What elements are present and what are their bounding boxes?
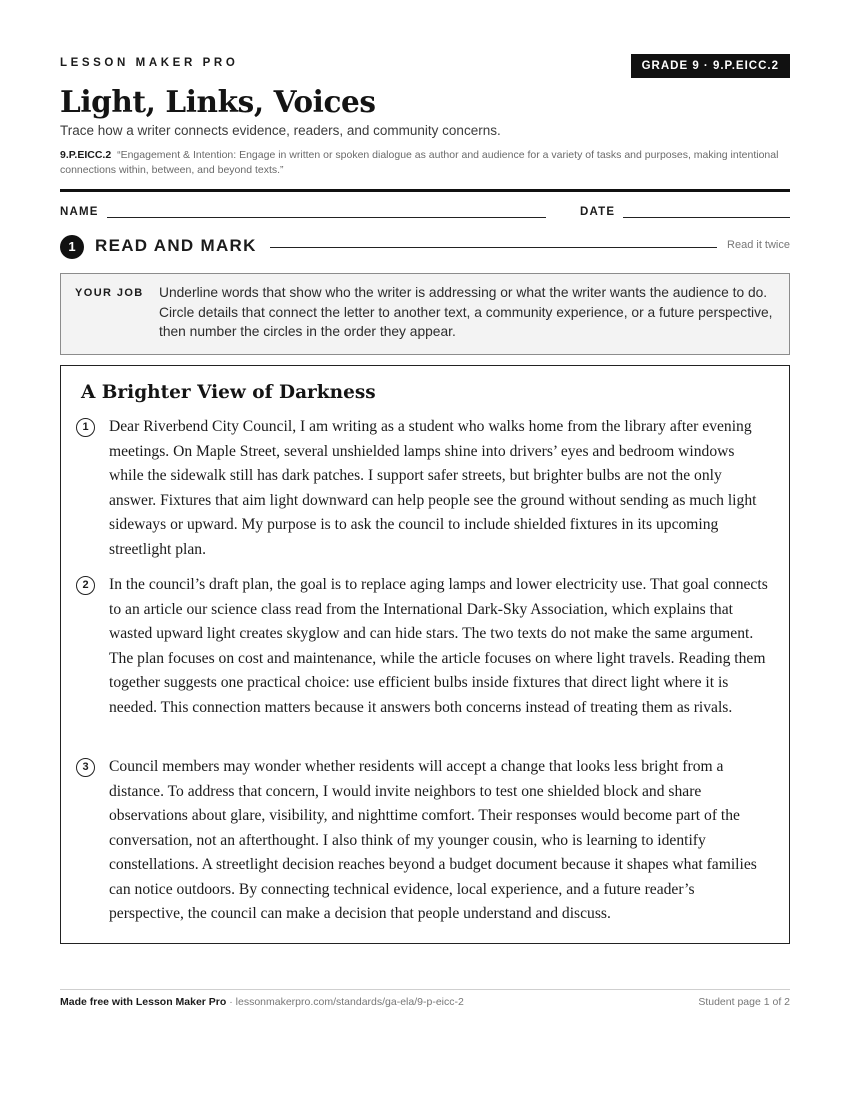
name-line [107,217,546,218]
job-box [60,273,790,355]
paragraph-number: 1 [76,418,95,437]
date-label: DATE [580,206,616,218]
footer-credit [60,996,464,1008]
header-divider [60,189,790,192]
page-indicator: Student page 1 of 2 [698,996,790,1008]
grade-badge: GRADE 9 · 9.P.EICC.2 [631,54,790,78]
paragraph: In the council’s draft plan, the goal is to replace aging lamps and lower electricity use. That goal connects to an article our science class read from the International Dark-Sky Association, which explains that wasted upward light creates skyglow and can hide stars. The two texts do not make the same argument. The plan focuses on cost and maintenance, while the article focuses on where light travels. Reading them together suggests one practical choice: use efficient bulbs inside fixtures that direct light where it is needed. This connection matters because it answers both concerns instead of treating them as rivals. [109,576,768,716]
page-title: Light, Links, Voices [60,84,376,119]
name-label: NAME [60,206,99,218]
date-line [623,217,790,218]
page-subtitle: Trace how a writer connects evidence, readers, and community concerns. [60,123,501,138]
paragraph: Dear Riverbend City Council, I am writing as a student who walks home from the library after evening meetings. On Maple Street, several unshielded lamps shine into drivers’ eyes and bedroom windows while the sidewalk still has dark patches. I support safer streets, but brighter bulbs are not the only answer. Fixtures that aim light downward can help people see the ground without sending as much light sideways or upward. My purpose is to ask the council to include shielded fixtures in its upcoming streetlight plan. [109,418,757,558]
section-number-badge: 1 [60,235,84,259]
job-instructions: Underline words that show who the writer is addressing or what the writer wants the audience to do. Circle details that connect the letter to another text, a community experience, or a future perspective, then number the circles in the order they appear. [159,285,773,339]
footer-made-with: Made free with Lesson Maker Pro [60,996,227,1008]
standard-code: 9.P.EICC.2 [60,149,112,161]
passage-box [60,365,790,944]
brand-name: LESSON MAKER PRO [60,57,239,69]
paragraph-number: 2 [76,576,95,595]
standard-text: “Engagement & Intention: Engage in written or spoken dialogue as author and audience for a variety of tasks and purposes, making intentional connections within, between, and beyond texts.” [60,149,779,176]
paragraph-number: 3 [76,758,95,777]
passage-title: A Brighter View of Darkness [81,382,376,403]
section-divider [270,247,717,248]
footer-divider [60,989,790,990]
section-title: READ AND MARK [95,236,257,255]
footer-url: · lessonmakerpro.com/standards/ga-ela/9-p-eicc-2 [226,996,464,1008]
job-label: YOUR JOB [75,287,144,299]
paragraph: Council members may wonder whether residents will accept a change that looks less bright from a distance. To address that concern, I would invite neighbors to test one shielded block and share observations about glare, visibility, and nighttime comfort. Their responses would become part of the conversation, not an afterthought. I also think of my younger cousin, who is learning to identify constellations. A streetlight decision reaches beyond a budget document because it shapes what families can notice outdoors. By connecting technical evidence, local experience, and a future reader’s perspective, the council can make a decision that people understand and discuss. [109,758,757,922]
standard-description [60,148,800,178]
section-note: Read it twice [727,239,790,251]
